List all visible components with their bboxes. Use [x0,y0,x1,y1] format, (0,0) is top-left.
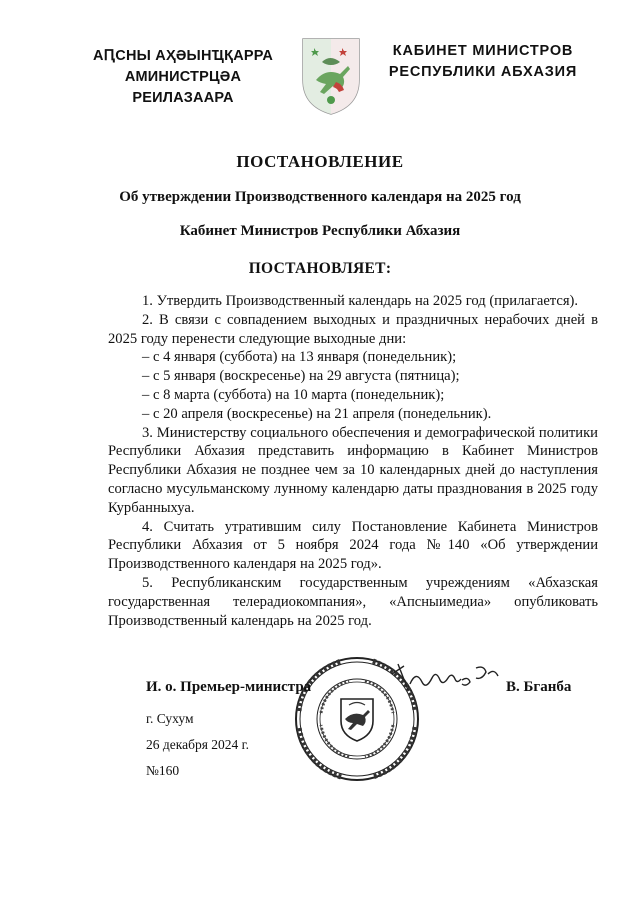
paragraph-5: 5. Республиканским государственным учреждениям «Абхазская государственная телерадиокомпания», «Апсныимедиа» опубликовать Производственный календарь на 2025 год. [108,574,598,629]
header-right-line2: РЕСПУБЛИКИ АБХАЗИЯ [388,64,578,80]
document-type-title: ПОСТАНОВЛЕНИЕ [236,152,404,171]
signer-name: В. Бганба [506,679,572,695]
header-left [78,46,288,109]
document-subject: Об утверждении Производственного календаря на 2025 год [119,189,521,205]
paragraph-2: 2. В связи с совпадением выходных и праздничных нерабочих дней в 2025 году перенести следующие выходные дни: [108,311,598,347]
transfer-item-2: – с 5 января (воскресенье) на 29 августа (пятница); [142,368,460,385]
signer-position: И. о. Премьер-министра [146,679,312,695]
state-emblem-icon [300,36,362,116]
paragraph-3: 3. Министерству социального обеспечения и демографической политики Республики Абхазия представить информацию в Кабинет Министров Республики Абхазия не позднее чем за 10 календарных дней до наступления согласно мусульманскому лунному календарю даты празднования в 2025 году Курбанныхуа. [108,424,598,516]
header-right [378,41,588,83]
document-date: 26 декабря 2024 г. [146,737,250,752]
handwritten-signature-icon [390,660,502,698]
transfer-item-1: – с 4 января (суббота) на 13 января (понедельник); [142,349,457,366]
document-number: №160 [146,763,180,778]
document-place: г. Сухум [146,711,194,726]
header-right-line1: КАБИНЕТ МИНИСТРОВ [392,43,574,59]
transfer-item-3: – с 8 марта (суббота) на 10 марта (понедельник); [142,386,445,403]
paragraph-1: 1. Утвердить Производственный календарь на 2025 год (прилагается). [142,293,579,309]
resolves-heading: ПОСТАНОВЛЯЕТ: [248,260,392,277]
transfer-item-4: – с 20 апреля (воскресенье) на 21 апреля (понедельник). [142,405,492,422]
header-left-line2: АМИНИСТРЦӘА РЕИЛАЗААРА [124,69,242,106]
document-body [108,292,598,630]
header-left-line1: АԤСНЫ АҲӘЫНҴҚАРРА [92,48,274,64]
document-issuer: Кабинет Министров Республики Абхазия [179,223,461,239]
paragraph-4: 4. Считать утратившим силу Постановление Кабинета Министров Республики Абхазия от 5 ноября 2024 года №140 «Об утверждении Производственного календаря на 2025 год». [108,518,598,573]
